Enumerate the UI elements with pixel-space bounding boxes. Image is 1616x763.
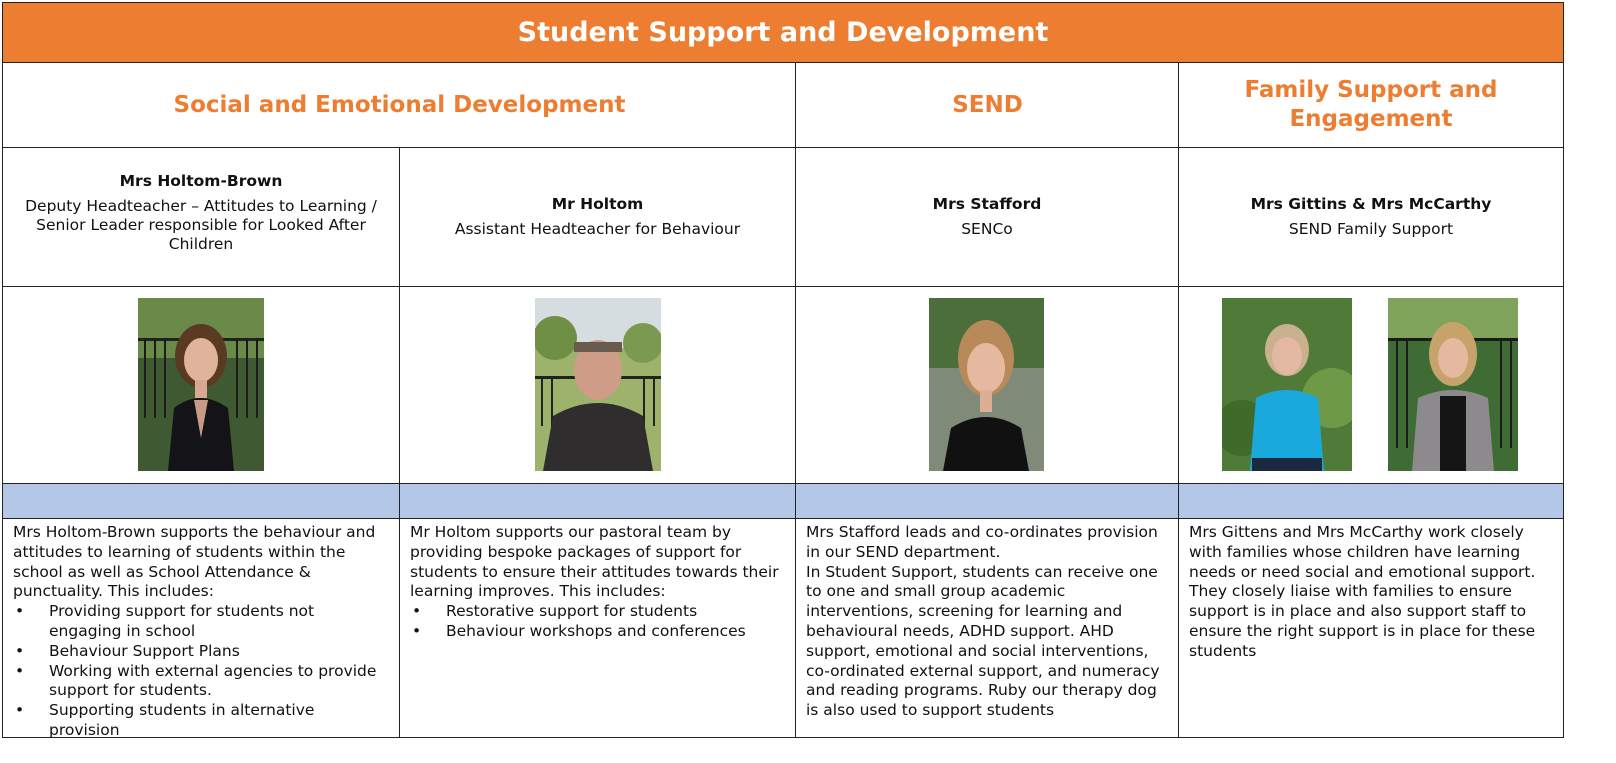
support-table [2,2,1564,738]
bullet: • [15,602,25,621]
list-item: • Restorative support for students [412,602,698,621]
staff-card-holtom-brown [3,148,399,286]
list-item: • Behaviour Support Plans [15,641,240,660]
staff-name: Mr Holtom [551,195,644,213]
description-holtom-brown [3,519,399,737]
band-cell [796,484,1178,518]
bullet: • [15,661,25,680]
staff-name: Mrs Stafford [932,195,1042,213]
band-cell [1179,484,1563,518]
bullet: • [412,621,422,640]
description-stafford [796,519,1178,737]
staff-role: SENCo [961,220,1013,238]
description-family [1179,519,1563,737]
photo-stafford [929,298,1044,471]
section-social-emotional: Social and Emotional Development [173,91,626,118]
description-intro: Mrs Holtom-Brown supports the behaviour and attitudes to learning of students within the school as well as School Attendance & punctuality. This includes: [13,523,376,601]
staff-card-stafford [796,148,1178,286]
staff-card-holtom [400,148,795,286]
responsibility-list [13,602,389,741]
bullet: • [15,641,25,660]
staff-role: Assistant Headteacher for Behaviour [454,220,741,238]
staff-role: SEND Family Support [1288,220,1454,238]
description-paragraph: Mrs Stafford leads and co-ordinates provision in our SEND department. [806,523,1158,561]
page-title: Student Support and Development [3,3,1563,63]
list-item: • Behaviour workshops and conferences [412,621,746,640]
photo-mccarthy [1388,298,1518,471]
band-cell [3,484,399,518]
staff-card-gittins-mccarthy [1179,148,1563,286]
photo-gittins [1222,298,1352,471]
list-item: • Working with external agencies to provide support for students. [15,661,377,700]
bullet: • [15,701,25,720]
list-item: • Supporting students in alternative provision [15,701,315,739]
responsibility-list [410,602,785,642]
bullet: • [412,602,422,621]
section-send: SEND [952,91,1023,118]
list-item: • Providing support for students not engaging in school [15,602,315,640]
staff-name: Mrs Gittins & Mrs McCarthy [1250,195,1492,213]
photo-holtom [535,298,661,471]
staff-name: Mrs Holtom-Brown [119,172,283,190]
description-paragraph: Mrs Gittens and Mrs McCarthy work closely with families whose children have learning needs or need social and emotional support. They closely liaise with families to ensure support is in place and also support staff to ensure the right support is in place for these students [1189,523,1536,660]
section-family-support: Family Support and Engagement [1244,77,1498,132]
photo-holtom-brown [138,298,264,471]
description-intro: Mr Holtom supports our pastoral team by providing bespoke packages of support for students to ensure their attitudes towards their learning improves. This includes: [410,523,779,601]
description-paragraph: In Student Support, students can receive one to one and small group academic interventions, screening for learning and behavioural needs, ADHD support. AHD support, emotional and social interventions, co-ordinated external support, and numeracy and reading programs. Ruby our therapy dog is also used to support students [806,562,1160,720]
description-holtom [400,519,795,737]
staff-role: Deputy Headteacher – Attitudes to Learning / Senior Leader responsible for Looked After Children [25,197,377,253]
band-cell [400,484,795,518]
